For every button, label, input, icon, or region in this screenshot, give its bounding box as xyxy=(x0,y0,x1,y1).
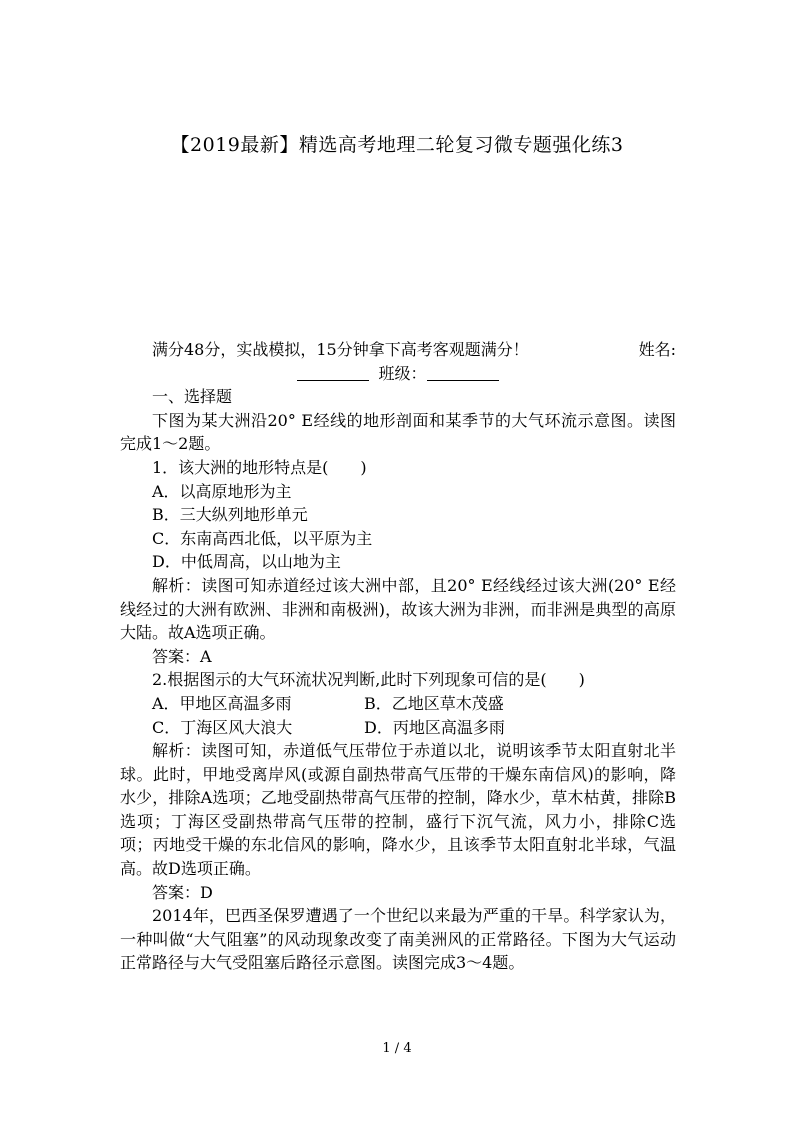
question-2: 2.根据图示的大气环流状况判断,此时下列现象可信的是( ) xyxy=(152,670,585,690)
stem-1: 下图为某大洲沿20° E经线的地形剖面和某季节的大气环流示意图。读图完成1～2题。 xyxy=(120,410,676,454)
header-line xyxy=(120,338,676,362)
question-1: 1．该大洲的地形特点是( ) xyxy=(152,457,367,477)
q2-options-row-2 xyxy=(120,716,676,740)
q2-answer: 答案：D xyxy=(152,882,213,902)
name-label: 姓名: xyxy=(638,340,676,359)
document-title: 【2019最新】精选高考地理二轮复习微专题强化练3 xyxy=(170,134,624,156)
q1-analysis: 解析：读图可知赤道经过该大洲中部，且20° E经线经过该大洲(20° E经线经过的大洲有欧洲、非洲和南极洲)，故该大洲为非洲，而非洲是典型的高原大陆。故A选项正确。 xyxy=(120,575,676,643)
section-heading: 一、选择题 xyxy=(152,387,233,407)
class-label: 班级： xyxy=(378,363,427,383)
q2-option-c: C．丁海区风大浪大 xyxy=(152,717,293,737)
class-blank[interactable] xyxy=(427,364,499,381)
q1-option-b: B．三大纵列地形单元 xyxy=(152,505,308,525)
q2-options-row-1 xyxy=(120,692,676,716)
intro-text: 满分48分，实战模拟，15分钟拿下高考客观题满分！ xyxy=(152,340,529,359)
page-number: 1 / 4 xyxy=(382,1041,412,1056)
q1-option-a: A．以高原地形为主 xyxy=(152,481,292,501)
q2-analysis: 解析：读图可知，赤道低气压带位于赤道以北，说明该季节太阳直射北半球。此时，甲地受离岸风(或源自副热带高气压带的干燥东南信风)的影响，降水少，排除A选项；乙地受副热带高气压带的控制，降水少，草木枯黄，排除B选项；丁海区受副热带高气压带的控制，盛行下沉气流，风力小，排除C选项；丙地受干燥的东北信风的影响，降水少，且该季节太阳直射北半球，气温高。故D选项正确。 xyxy=(120,741,676,879)
name-blank[interactable] xyxy=(297,364,369,381)
q1-option-c: C．东南高西北低，以平原为主 xyxy=(152,528,373,548)
blank-line xyxy=(120,362,676,386)
q1-answer: 答案：A xyxy=(152,646,212,666)
document-body xyxy=(120,338,676,975)
q2-option-d: D．丙地区高温多雨 xyxy=(364,717,505,737)
q2-option-a: A．甲地区高温多雨 xyxy=(152,693,292,713)
q1-option-d: D．中低周高，以山地为主 xyxy=(152,552,341,572)
stem-2: 2014年，巴西圣保罗遭遇了一个世纪以来最为严重的干旱。科学家认为，一种叫做“大气阻塞”的风动现象改变了南美洲风的正常路径。下图为大气运动正常路径与大气受阻塞后路径示意图。读图完成3～4题。 xyxy=(120,906,676,973)
q2-option-b: B．乙地区草木茂盛 xyxy=(364,693,504,713)
